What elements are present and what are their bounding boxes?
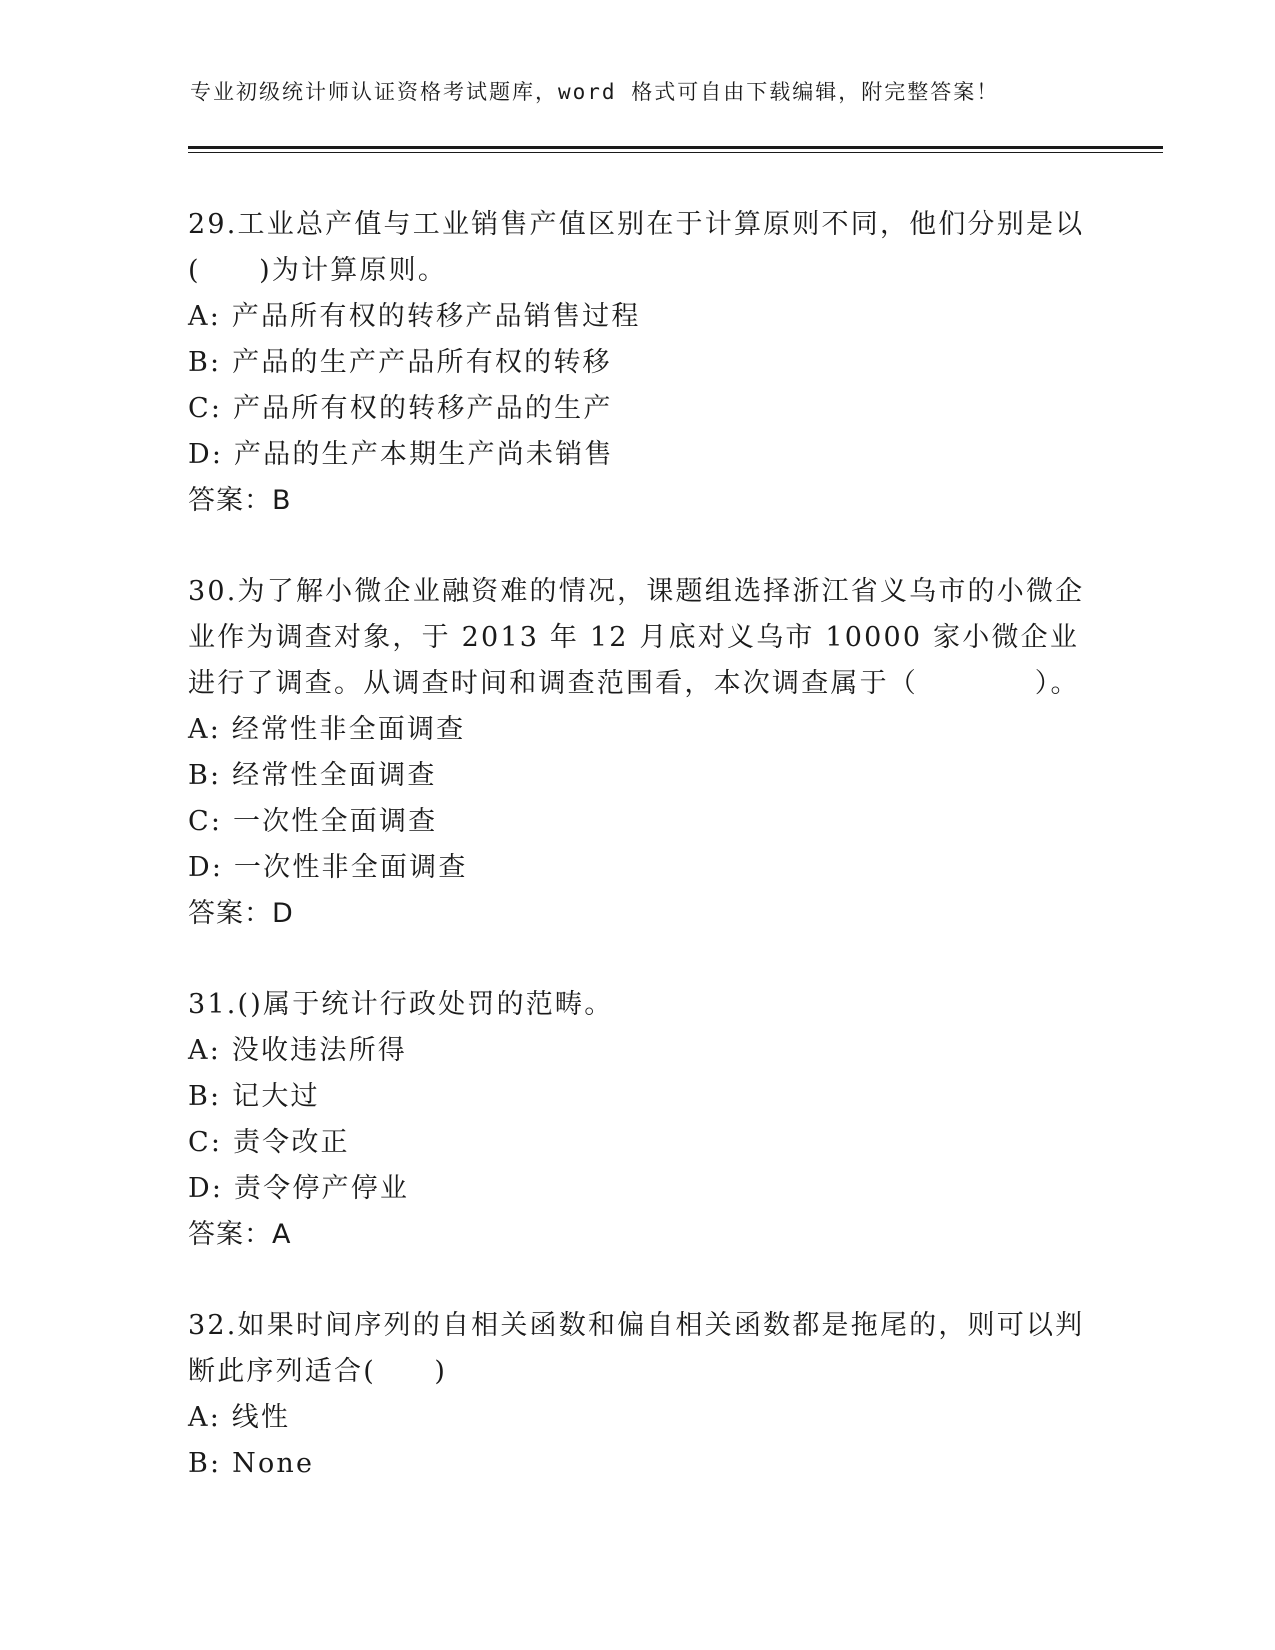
header-divider-thick xyxy=(188,146,1163,149)
option-d: D: 责令停产停业 xyxy=(188,1173,410,1204)
question-text: 29.工业总产值与工业销售产值区别在于计算原则不同，他们分别是以( )为计算原则。 xyxy=(188,209,1085,286)
answer: 答案：B xyxy=(188,485,292,516)
question-31 xyxy=(188,982,1088,1258)
option-a: A: 产品所有权的转移产品销售过程 xyxy=(188,301,641,332)
option-c: C: 责令改正 xyxy=(188,1127,350,1158)
option-d: D: 一次性非全面调查 xyxy=(188,852,468,883)
option-d: D: 产品的生产本期生产尚未销售 xyxy=(188,439,614,470)
option-b: B: 产品的生产产品所有权的转移 xyxy=(188,347,612,378)
question-text: 30.为了解小微企业融资难的情况，课题组选择浙江省义乌市的小微企业作为调查对象，于 2013 年 12 月底对义乌市 10000 家小微企业进行了调查。从调查时间和调查范围看，本次调查属于（ ）。 xyxy=(188,576,1085,699)
option-a: A: 线性 xyxy=(188,1402,291,1433)
page-header: 专业初级统计师认证资格考试题库，word 格式可自由下载编辑，附完整答案！ xyxy=(190,80,1000,104)
question-29 xyxy=(188,202,1088,524)
option-c: C: 产品所有权的转移产品的生产 xyxy=(188,393,613,424)
question-32 xyxy=(188,1303,1088,1487)
option-c: C: 一次性全面调查 xyxy=(188,806,438,837)
answer: 答案：D xyxy=(188,898,294,929)
option-b: B: 经常性全面调查 xyxy=(188,760,437,791)
question-text: 31.()属于统计行政处罚的范畴。 xyxy=(188,989,614,1020)
answer: 答案：A xyxy=(188,1219,292,1250)
question-text: 32.如果时间序列的自相关函数和偏自相关函数都是拖尾的，则可以判断此序列适合( ) xyxy=(188,1310,1085,1387)
option-b: B: 记大过 xyxy=(188,1081,320,1112)
header-divider-thin xyxy=(188,152,1163,153)
option-a: A: 经常性非全面调查 xyxy=(188,714,466,745)
question-30 xyxy=(188,569,1088,937)
question-list xyxy=(188,202,1088,1532)
option-a: A: 没收违法所得 xyxy=(188,1035,407,1066)
option-b: B: None xyxy=(188,1448,315,1479)
